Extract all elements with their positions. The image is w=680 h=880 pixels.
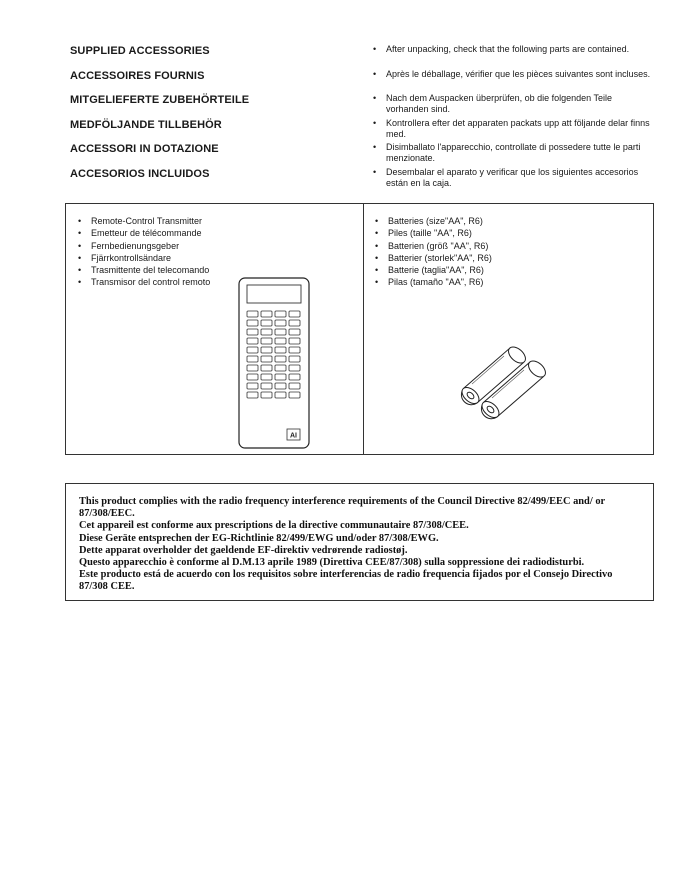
- remote-button: [247, 320, 258, 326]
- remote-button: [247, 329, 258, 335]
- heading-english: SUPPLIED ACCESSORIES: [70, 45, 210, 57]
- remote-button: [289, 338, 300, 344]
- remote-button: [261, 320, 272, 326]
- remote-button: [275, 347, 286, 353]
- accessories-box: [65, 203, 654, 455]
- remote-item: • Emetteur de télécommande: [77, 227, 210, 239]
- unpacking-instructions: [370, 44, 655, 191]
- batteries-illustration: [444, 336, 554, 426]
- battery-item: • Batterier (storlek"AA", R6): [374, 252, 492, 264]
- battery-item: • Batteries (size"AA", R6): [374, 215, 492, 227]
- instruction-swedish: • Kontrollera efter det apparaten packats upp att följande delar finns med.: [370, 118, 655, 143]
- remote-button: [289, 329, 300, 335]
- remote-button: [275, 374, 286, 380]
- battery-item: • Pilas (tamaño "AA", R6): [374, 276, 492, 288]
- remote-button: [275, 356, 286, 362]
- remote-button: [261, 347, 272, 353]
- remote-button: [261, 338, 272, 344]
- remote-button: [261, 383, 272, 389]
- notice-spanish: Este producto está de acuerdo con los requisitos sobre interferencias de radio frequencia fijados por el Consejo Directivo 87/308 CEE.: [79, 569, 613, 593]
- accessories-headings: [70, 44, 350, 191]
- remote-button: [261, 356, 272, 362]
- instruction-italian: • Disimballato l'apparecchio, controllate di possedere tutte le parti menzionate.: [370, 142, 655, 167]
- heading-italian: ACCESSORI IN DOTAZIONE: [70, 143, 219, 155]
- remote-button: [289, 356, 300, 362]
- instruction-german: • Nach dem Auspacken überprüfen, ob die folgenden Teile vorhanden sind.: [370, 93, 655, 118]
- remote-item: • Fjärrkontrollsändare: [77, 252, 210, 264]
- remote-button: [247, 338, 258, 344]
- remote-button: [275, 320, 286, 326]
- remote-button: [289, 347, 300, 353]
- notice-danish: Dette apparat overholder det gaeldende EF-direktiv vedrørende radiostøj.: [79, 544, 408, 556]
- battery-item: • Batterien (größ "AA", R6): [374, 240, 492, 252]
- remote-control-illustration: [238, 277, 310, 449]
- instruction-spanish: • Desembalar el aparato y verificar que los siguientes accesorios están en la caja.: [370, 167, 655, 192]
- remote-button: [275, 383, 286, 389]
- remote-button: [289, 311, 300, 317]
- remote-button: [261, 392, 272, 398]
- remote-button: [261, 374, 272, 380]
- heading-french: ACCESSOIRES FOURNIS: [70, 69, 205, 82]
- battery-item: • Batterie (taglia"AA", R6): [374, 264, 492, 276]
- remote-button: [275, 365, 286, 371]
- notice-german: Diese Geräte entsprechen der EG-Richtlinie 82/499/EWG und/oder 87/308/EWG.: [79, 532, 439, 544]
- notice-english: This product complies with the radio frequency interference requirements of the Council Directive 82/499/EEC and/ or 87/308/EEC.: [79, 496, 605, 520]
- remote-button: [247, 374, 258, 380]
- remote-button: [261, 311, 272, 317]
- remote-button: [275, 392, 286, 398]
- remote-button: [247, 392, 258, 398]
- remote-button: [275, 329, 286, 335]
- remote-button: [247, 356, 258, 362]
- regulatory-notice: [65, 483, 654, 601]
- remote-button: [289, 374, 300, 380]
- remote-button: [247, 347, 258, 353]
- remote-button: [247, 383, 258, 389]
- notice-italian: Questo apparecchio è conforme al D.M.13 aprile 1989 (Direttiva CEE/87/308) sulla soppressione dei radiodisturbi.: [79, 557, 585, 569]
- remote-item: • Transmisor del control remoto: [77, 276, 210, 288]
- remote-item-list: [77, 215, 210, 289]
- remote-button: [275, 338, 286, 344]
- remote-button: [275, 311, 286, 317]
- heading-spanish: ACCESORIOS INCLUIDOS: [70, 167, 210, 180]
- remote-button: [289, 365, 300, 371]
- instruction-english: • After unpacking, check that the following parts are contained.: [370, 44, 655, 69]
- remote-button: [247, 311, 258, 317]
- remote-button: [261, 365, 272, 371]
- box-divider: [363, 204, 364, 454]
- remote-button: [261, 329, 272, 335]
- heading-german: MITGELIEFERTE ZUBEHÖRTEILE: [70, 94, 250, 106]
- instruction-french: • Après le déballage, vérifier que les pièces suivantes sont incluses.: [370, 69, 655, 94]
- remote-logo: AI: [290, 432, 297, 440]
- remote-item: • Trasmittente del telecomando: [77, 264, 210, 276]
- remote-button: [289, 383, 300, 389]
- heading-swedish: MEDFÖLJANDE TILLBEHÖR: [70, 118, 222, 131]
- remote-item: • Remote-Control Transmitter: [77, 215, 210, 227]
- notice-french: Cet appareil est conforme aux prescriptions de la directive communautaire 87/308/CEE.: [79, 520, 469, 532]
- battery-item: • Piles (taille "AA", R6): [374, 227, 492, 239]
- remote-button: [289, 320, 300, 326]
- remote-button: [247, 365, 258, 371]
- remote-item: • Fernbedienungsgeber: [77, 240, 210, 252]
- remote-button: [289, 392, 300, 398]
- battery-item-list: [374, 215, 492, 289]
